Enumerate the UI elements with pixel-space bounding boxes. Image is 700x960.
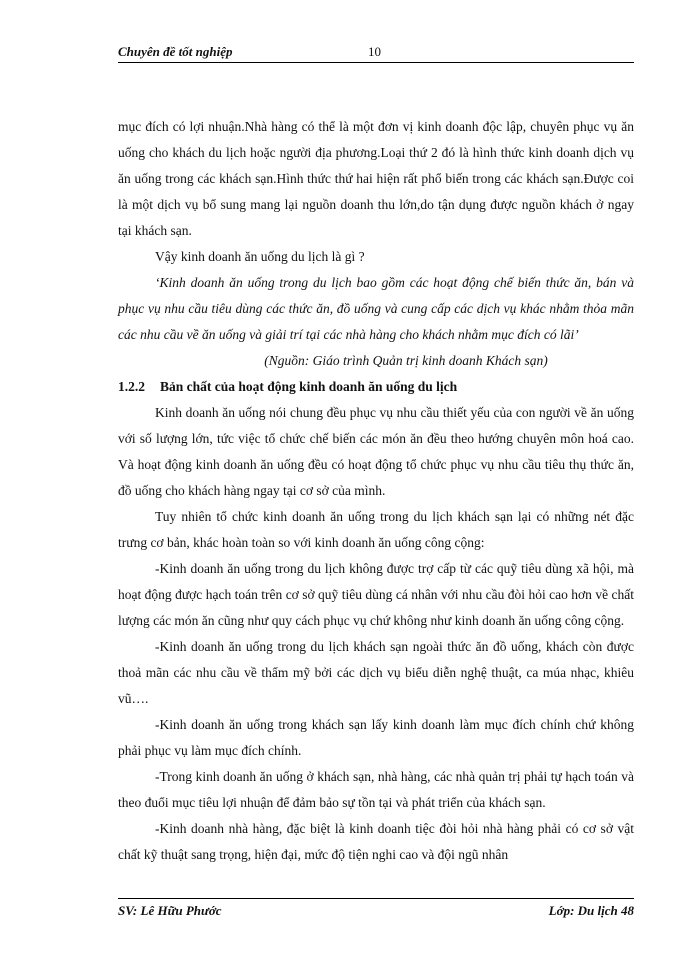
page-body: [118, 114, 634, 868]
document-title: Chuyên đề tốt nghiệp: [118, 44, 233, 59]
list-item: -Trong kinh doanh ăn uống ở khách sạn, nhà hàng, các nhà quản trị phải tự hạch toán và theo đuổi mục tiêu lợi nhuận để đảm bảo sự tồn tại và phát triển của khách sạn.: [118, 769, 634, 810]
definition-quote: ‘Kinh doanh ăn uống trong du lịch bao gồm các hoạt động chế biến thức ăn, bán và phục vụ nhu cầu tiêu dùng các thức ăn, đồ uống và cung cấp các dịch vụ khác nhằm thỏa mãn các nhu cầu về ăn uống và giải trí tại các nhà hàng cho khách nhằm mục đích có lãi’: [118, 275, 634, 342]
section-title: Bản chất của hoạt động kinh doanh ăn uống du lịch: [160, 379, 458, 394]
page-number: 10: [368, 44, 381, 59]
list-item: -Kinh doanh ăn uống trong khách sạn lấy kinh doanh làm mục đích chính chứ không phải phục vụ làm mục đích chính.: [118, 717, 634, 758]
paragraph: Kinh doanh ăn uống nói chung đều phục vụ nhu cầu thiết yếu của con người về ăn uống với số lượng lớn, tức việc tổ chức chế biến các món ăn đều theo hướng chuyên môn hoá cao. Và hoạt động kinh doanh ăn uống đều có hoạt động tổ chức phục vụ nhu cầu tiêu thụ thức ăn, đồ uống cho khách hàng ngay tại cơ sở của mình.: [118, 405, 634, 498]
quote-source: (Nguồn: Giáo trình Quản trị kinh doanh Khách sạn): [264, 353, 548, 368]
list-item: -Kinh doanh nhà hàng, đặc biệt là kinh doanh tiệc đòi hỏi nhà hàng phải có cơ sở vật chất kỹ thuật sang trọng, hiện đại, mức độ tiện nghi cao và đội ngũ nhân: [118, 821, 634, 862]
page-footer: [118, 898, 634, 921]
list-item: -Kinh doanh ăn uống trong du lịch không được trợ cấp từ các quỹ tiêu dùng xã hội, mà hoạt động được hạch toán trên cơ sở quỹ tiêu dùng cá nhân với nhu cầu đòi hỏi cao hơn về chất lượng các món ăn cũng như quy cách phục vụ chứ không như kinh doanh ăn uống công cộng.: [118, 561, 634, 628]
paragraph: Tuy nhiên tổ chức kinh doanh ăn uống trong du lịch khách sạn lại có những nét đặc trưng cơ bản, khác hoàn toàn so với kinh doanh ăn uống công cộng:: [118, 509, 634, 550]
section-number: 1.2.2: [118, 379, 145, 394]
paragraph: mục đích có lợi nhuận.Nhà hàng có thể là một đơn vị kinh doanh độc lập, chuyên phục vụ ăn uống cho khách du lịch hoặc người địa phương.Loại thứ 2 đó là hình thức kinh doanh dịch vụ ăn uống trong các khách sạn.Hình thức thứ hai hiện rất phổ biến trong các khách sạn.Được coi là một dịch vụ bổ sung mang lại nguồn doanh thu lớn,do tận dụng được nguồn khách ở ngay tại khách sạn.: [118, 119, 634, 238]
page-header: [118, 44, 634, 63]
question-paragraph: Vậy kinh doanh ăn uống du lịch là gì ?: [155, 249, 365, 264]
class-name: Lớp: Du lịch 48: [548, 903, 634, 918]
student-name: SV: Lê Hữu Phước: [118, 903, 222, 918]
section-heading: [118, 374, 634, 400]
list-item: -Kinh doanh ăn uống trong du lịch khách sạn ngoài thức ăn đồ uống, khách còn được thoả mãn các nhu cầu về thẩm mỹ bởi các dịch vụ biểu diễn nghệ thuật, ca múa nhạc, khiêu vũ….: [118, 639, 634, 706]
